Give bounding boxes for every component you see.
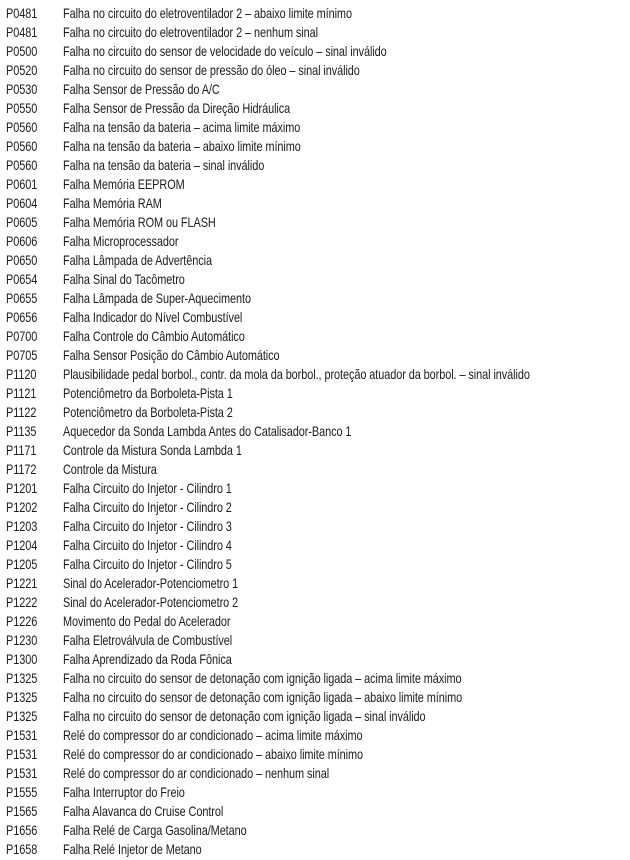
dtc-code: P0601 xyxy=(6,176,38,192)
table-row xyxy=(0,669,630,688)
dtc-description: Falha Sensor de Pressão da Direção Hidráulica xyxy=(63,100,291,116)
dtc-code: P1226 xyxy=(6,613,38,629)
dtc-description: Falha na tensão da bateria – abaixo limite mínimo xyxy=(63,138,301,154)
table-row xyxy=(0,80,630,99)
dtc-code: P1325 xyxy=(6,689,38,705)
dtc-code: P0650 xyxy=(6,252,38,268)
dtc-description: Falha Sensor de Pressão do A/C xyxy=(63,81,220,97)
table-row xyxy=(0,612,630,631)
dtc-description: Falha Lâmpada de Advertência xyxy=(63,252,212,268)
table-row xyxy=(0,403,630,422)
table-row xyxy=(0,346,630,365)
dtc-code: P1120 xyxy=(6,366,37,382)
dtc-code: P0604 xyxy=(6,195,38,211)
table-row xyxy=(0,783,630,802)
dtc-description: Falha Memória RAM xyxy=(63,195,162,211)
dtc-code: P1202 xyxy=(6,499,38,515)
dtc-code: P1300 xyxy=(6,651,38,667)
dtc-code: P1204 xyxy=(6,537,38,553)
dtc-code: P1135 xyxy=(6,423,37,439)
dtc-description: Falha Alavanca do Cruise Control xyxy=(63,803,224,819)
dtc-code: P0500 xyxy=(6,43,38,59)
dtc-description: Potenciômetro da Borboleta-Pista 2 xyxy=(63,404,233,420)
table-row xyxy=(0,536,630,555)
table-row xyxy=(0,422,630,441)
dtc-code: P1221 xyxy=(6,575,38,591)
dtc-code: P0606 xyxy=(6,233,38,249)
table-row xyxy=(0,137,630,156)
dtc-code: P0481 xyxy=(6,5,38,21)
table-row xyxy=(0,574,630,593)
dtc-description: Falha no circuito do eletroventilador 2 – nenhum sinal xyxy=(63,24,318,40)
table-row xyxy=(0,61,630,80)
dtc-description: Sinal do Acelerador-Potenciometro 2 xyxy=(63,594,239,610)
dtc-description: Falha Relé de Carga Gasolina/Metano xyxy=(63,822,247,838)
dtc-description: Falha Aprendizado da Roda Fônica xyxy=(63,651,232,667)
dtc-code: P1531 xyxy=(6,727,38,743)
dtc-description: Falha Indicador do Nível Combustível xyxy=(63,309,243,325)
table-row xyxy=(0,650,630,669)
dtc-code: P1172 xyxy=(6,461,37,477)
dtc-description: Falha Eletroválvula de Combustível xyxy=(63,632,233,648)
dtc-code: P1230 xyxy=(6,632,38,648)
dtc-code: P0520 xyxy=(6,62,38,78)
table-row xyxy=(0,593,630,612)
table-row xyxy=(0,384,630,403)
dtc-code: P1325 xyxy=(6,708,38,724)
table-row xyxy=(0,213,630,232)
dtc-code: P0656 xyxy=(6,309,38,325)
dtc-description: Falha na tensão da bateria – acima limite máximo xyxy=(63,119,301,135)
dtc-code: P1205 xyxy=(6,556,38,572)
dtc-description: Controle da Mistura xyxy=(63,461,157,477)
dtc-code: P0705 xyxy=(6,347,38,363)
dtc-description: Falha Lâmpada de Super-Aquecimento xyxy=(63,290,251,306)
table-row xyxy=(0,821,630,840)
dtc-code: P0481 xyxy=(6,24,38,40)
dtc-description: Falha Memória EEPROM xyxy=(63,176,185,192)
dtc-code: P1222 xyxy=(6,594,38,610)
dtc-code: P1658 xyxy=(6,841,38,857)
dtc-description: Falha Microprocessador xyxy=(63,233,179,249)
dtc-code: P0530 xyxy=(6,81,38,97)
dtc-code: P0560 xyxy=(6,119,38,135)
dtc-code: P1531 xyxy=(6,765,38,781)
table-row xyxy=(0,441,630,460)
dtc-code: P1122 xyxy=(6,404,37,420)
dtc-description: Falha na tensão da bateria – sinal inválido xyxy=(63,157,265,173)
dtc-code: P1171 xyxy=(6,442,37,458)
dtc-code: P1201 xyxy=(6,480,38,496)
table-row xyxy=(0,270,630,289)
dtc-code: P1555 xyxy=(6,784,38,800)
table-row xyxy=(0,99,630,118)
dtc-code: P0550 xyxy=(6,100,38,116)
dtc-description: Relé do compressor do ar condicionado – abaixo limite mínimo xyxy=(63,746,364,762)
table-row xyxy=(0,118,630,137)
dtc-code: P1565 xyxy=(6,803,38,819)
dtc-description: Falha Circuito do Injetor - Cilindro 1 xyxy=(63,480,232,496)
dtc-code: P0654 xyxy=(6,271,38,287)
table-row xyxy=(0,42,630,61)
dtc-description: Falha Controle do Câmbio Automático xyxy=(63,328,245,344)
dtc-description: Falha Sinal do Tacômetro xyxy=(63,271,185,287)
dtc-description: Relé do compressor do ar condicionado – acima limite máximo xyxy=(63,727,363,743)
dtc-code: P0700 xyxy=(6,328,38,344)
table-row xyxy=(0,688,630,707)
table-row xyxy=(0,840,630,859)
dtc-code: P0560 xyxy=(6,138,38,154)
dtc-description: Falha Circuito do Injetor - Cilindro 4 xyxy=(63,537,232,553)
table-row xyxy=(0,156,630,175)
table-row xyxy=(0,251,630,270)
dtc-description: Controle da Mistura Sonda Lambda 1 xyxy=(63,442,242,458)
dtc-code: P0655 xyxy=(6,290,38,306)
dtc-description: Falha no circuito do eletroventilador 2 – abaixo limite mínimo xyxy=(63,5,352,21)
table-row xyxy=(0,327,630,346)
dtc-description: Movimento do Pedal do Acelerador xyxy=(63,613,231,629)
dtc-description: Aquecedor da Sonda Lambda Antes do Catalisador-Banco 1 xyxy=(63,423,352,439)
table-row xyxy=(0,517,630,536)
table-row xyxy=(0,308,630,327)
table-row xyxy=(0,707,630,726)
dtc-description: Falha Relé Injetor de Metano xyxy=(63,841,202,857)
table-row xyxy=(0,764,630,783)
dtc-description: Falha no circuito do sensor de pressão do óleo – sinal inválido xyxy=(63,62,360,78)
table-row xyxy=(0,479,630,498)
table-row xyxy=(0,365,630,384)
dtc-description: Falha no circuito do sensor de velocidade do veículo – sinal inválido xyxy=(63,43,387,59)
table-row xyxy=(0,460,630,479)
table-row xyxy=(0,175,630,194)
dtc-description: Falha no circuito do sensor de detonação com ignição ligada – acima limite máximo xyxy=(63,670,462,686)
dtc-code: P1531 xyxy=(6,746,38,762)
dtc-description: Falha Circuito do Injetor - Cilindro 5 xyxy=(63,556,232,572)
table-row xyxy=(0,23,630,42)
dtc-code: P0605 xyxy=(6,214,38,230)
dtc-description: Relé do compressor do ar condicionado – nenhum sinal xyxy=(63,765,330,781)
table-row xyxy=(0,4,630,23)
dtc-code: P0560 xyxy=(6,157,38,173)
table-row xyxy=(0,232,630,251)
dtc-description: Falha Interruptor do Freio xyxy=(63,784,185,800)
table-row xyxy=(0,745,630,764)
table-row xyxy=(0,289,630,308)
table-row xyxy=(0,631,630,650)
table-row xyxy=(0,802,630,821)
dtc-code: P1203 xyxy=(6,518,38,534)
dtc-code: P1656 xyxy=(6,822,38,838)
dtc-description: Falha Circuito do Injetor - Cilindro 2 xyxy=(63,499,232,515)
dtc-description: Sinal do Acelerador-Potenciometro 1 xyxy=(63,575,239,591)
dtc-description: Falha no circuito do sensor de detonação com ignição ligada – sinal inválido xyxy=(63,708,426,724)
table-row xyxy=(0,498,630,517)
dtc-description: Falha no circuito do sensor de detonação com ignição ligada – abaixo limite mínimo xyxy=(63,689,463,705)
dtc-description: Falha Circuito do Injetor - Cilindro 3 xyxy=(63,518,232,534)
dtc-description: Potenciômetro da Borboleta-Pista 1 xyxy=(63,385,233,401)
dtc-description: Falha Sensor Posição do Câmbio Automático xyxy=(63,347,280,363)
dtc-code: P1121 xyxy=(6,385,37,401)
dtc-description: Plausibilidade pedal borbol., contr. da mola da borbol., proteção atuador da borbol. – sinal inválido xyxy=(63,366,530,382)
dtc-code: P1325 xyxy=(6,670,38,686)
table-row xyxy=(0,555,630,574)
table-row xyxy=(0,194,630,213)
table-row xyxy=(0,726,630,745)
dtc-description: Falha Memória ROM ou FLASH xyxy=(63,214,216,230)
fault-code-table xyxy=(0,4,630,859)
